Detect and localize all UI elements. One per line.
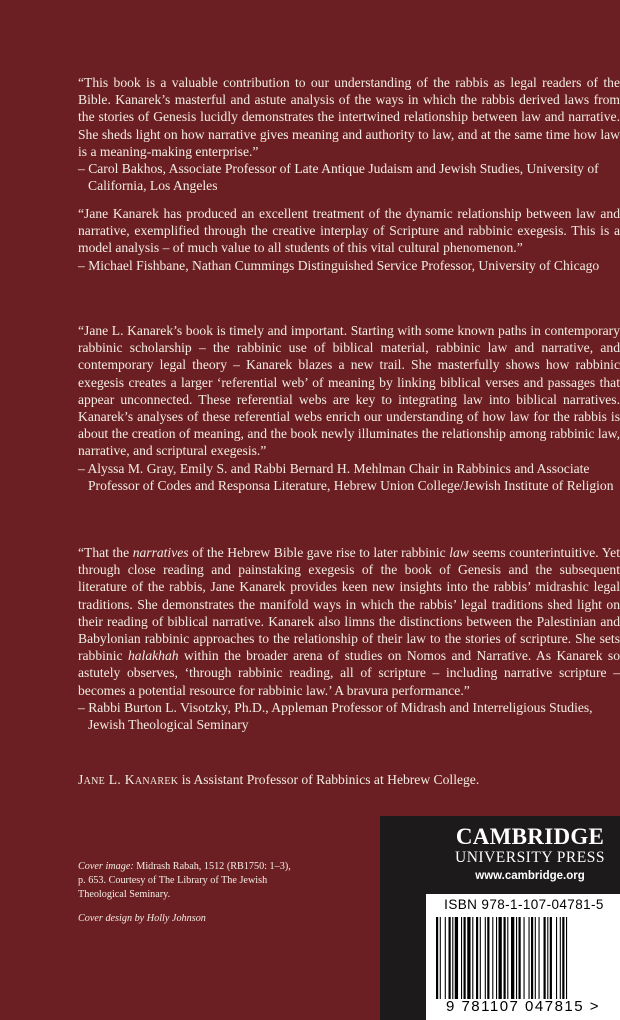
quote-attribution: – Michael Fishbane, Nathan Cummings Distinguished Service Professor, University of Chicago [78,257,600,273]
quote-text-italic: halakhah [127,648,179,664]
quote-text-italic: law [449,545,469,560]
quote-text: “This book is a valuable contribution to our understanding of the rabbis as legal readers of the Bible. Kanarek’s masterful and astute analysis of the ways in which the rabbis derived laws from the stories of Genesis lucidly demonstrates the intertwined relationship between law and narrative. She sheds light on how narrative gives meaning and authority to law, and at the same time how law is a meaning-making enterprise.” [78,75,620,159]
barcode-box [426,894,620,1020]
quote-attribution: – Carol Bakhos, Associate Professor of Late Antique Judaism and Jewish Studies, University of California, Los Angeles [78,161,599,194]
barcode-icon [434,917,612,999]
quote-text: “Jane Kanarek has produced an excellent treatment of the dynamic relationship between law and narrative, exemplified through the creative interplay of Scripture and rabbinic exegesis. This is a model analysis – of much value to all students of this vital cultural phenomenon.” [78,206,620,256]
publisher-website: www.cambridge.org [475,870,585,882]
quote-text-part: seems counterintuitive. Yet through close reading and painstaking exegesis of the book of Genesis and the subsequent literature of the rabbis, Jane Kanarek provides keen new insights into the rabbis’ midrashic legal traditions. She demonstrates the manifold ways in which the rabbis’ legal traditions shed light on their reading of biblical narrative. Kanarek also limns the distinctions between the Palestinian and Babylonian rabbinic approaches to the relationship of their law to the stories of scripture. She sets rabbinic [78,545,620,664]
quote-3 [78,322,620,494]
author-bio [78,771,620,788]
author-name: Jane L. Kanarek [78,772,179,787]
quote-4 [78,544,620,733]
cover-design-text: Cover design by Holly Johnson [78,912,206,924]
publisher-block [380,816,620,1020]
author-bio-text: is Assistant Professor of Rabbinics at Hebrew College. [178,772,480,787]
cover-credits [78,860,293,926]
cover-image-text: Midrash Rabah, 1512 (RB1750: 1–3), p. 653. Courtesy of The Library of The Jewish Theological Seminary. [78,861,291,901]
cover-design-credit [78,912,293,926]
cover-image-label: Cover image: [78,861,134,872]
quote-text-part: “That the [78,545,133,560]
quote-text-part: of the Hebrew Bible gave rise to later rabbinic [188,545,450,560]
barcode-digits: 9 781107 047815 > [445,998,601,1015]
publisher-name: CAMBRIDGE [455,824,605,849]
quote-text-part: within the broader arena of studies on Nomos and Narrative. As Kanarek so astutely observes, ‘through rabbinic reading, all of scripture – including narrative scripture – becomes a potential resource for rabbinic law.’ A bravura performance.” [78,648,620,698]
quote-text: “Jane L. Kanarek’s book is timely and important. Starting with some known paths in contemporary rabbinic scholarship – the rabbinic use of biblical material, rabbinic law and narrative, and contemporary legal theory – Kanarek blazes a new trail. She masterfully shows how rabbinic exegesis creates a larger ‘referential web’ of meaning by linking biblical verses and passages that appear unconnected. These referential webs are key to integrating law into biblical narratives. Kanarek’s analyses of these referential webs enrich our understanding of how law for the rabbis is about the creation of meaning, and the book newly illuminates the relationship among rabbinic law, narrative, and scriptural exegesis.” [78,323,620,459]
quote-text [78,544,620,699]
quote-2 [78,205,620,274]
isbn-label: ISBN 978-1-107-04781-5 [444,897,604,912]
quote-attribution: – Rabbi Burton L. Visotzky, Ph.D., Appleman Professor of Midrash and Interreligious Studies, Jewish Theological Seminary [78,699,593,733]
publisher-press: UNIVERSITY PRESS [455,849,605,866]
cover-image-credit [78,860,293,903]
quote-text-italic: narratives [132,545,189,560]
quote-1 [78,74,620,194]
quote-attribution: – Alyssa M. Gray, Emily S. and Rabbi Bernard H. Mehlman Chair in Rabbinics and Associate Professor of Codes and Responsa Literature, Hebrew Union College/Jewish Institute of Religion [78,460,614,493]
